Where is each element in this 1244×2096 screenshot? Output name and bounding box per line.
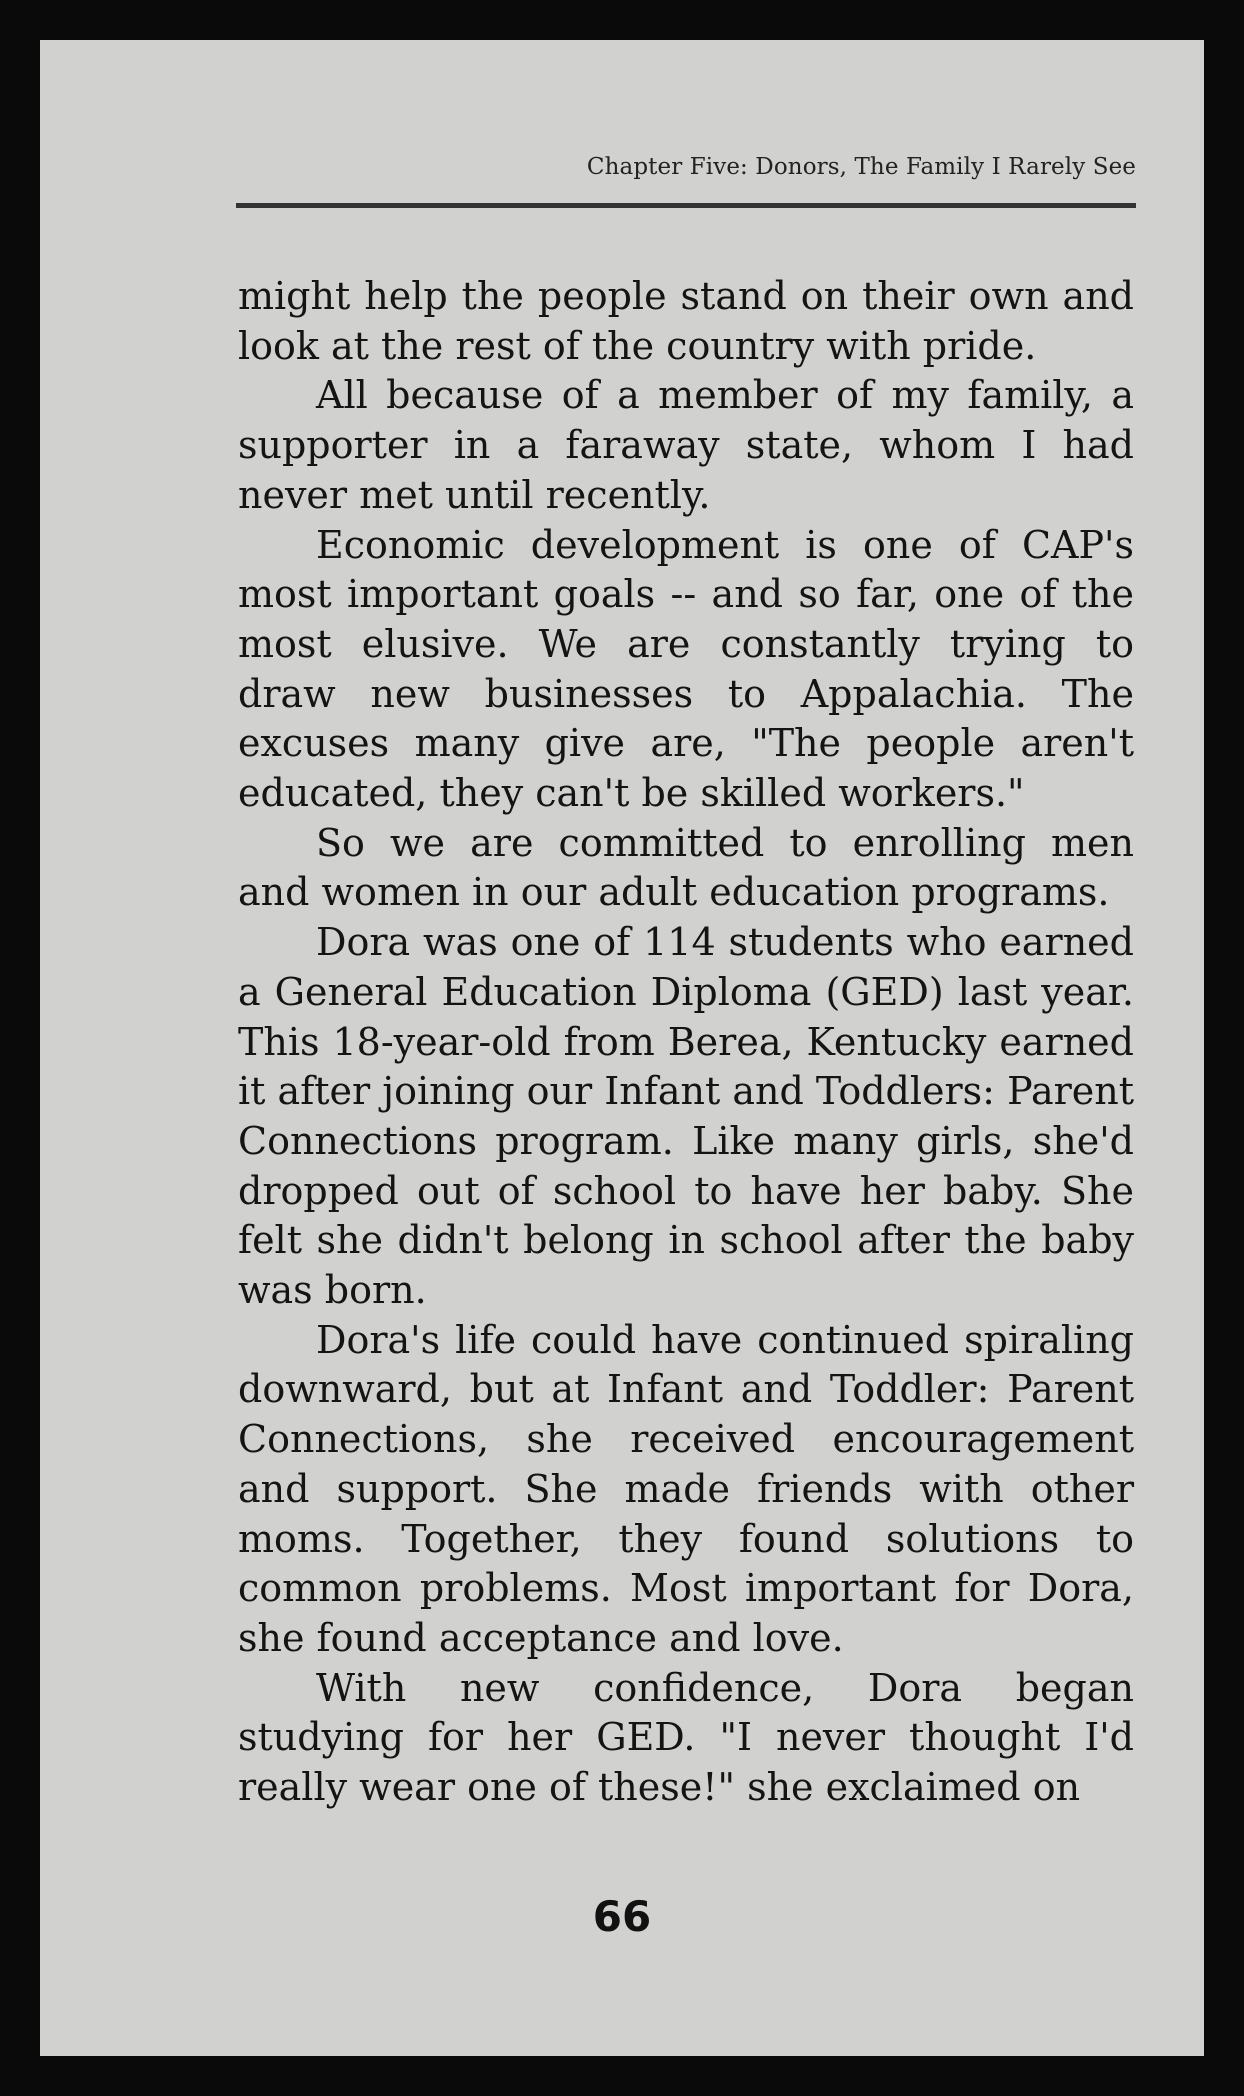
chapter-title: Chapter Five: Donors, The Family I Rarely See (586, 154, 1136, 180)
paragraph: Dora was one of 114 students who earned a General Education Diploma (GED) last year. This 18-year-old from Berea, Kentucky earned it after joining our Infant and Toddlers: Parent Connections program. Like many girls, she'd dropped out of school to have her baby. She felt she didn't belong in school after the baby was born. (238, 920, 1134, 1313)
paragraph: With new confidence, Dora began studying for her GED. "I never thought I'd really wear one of these!" she exclaimed on (238, 1665, 1134, 1810)
page-number: 66 (592, 1892, 652, 1941)
paragraph: Economic development is one of CAP's most important goals -- and so far, one of the most elusive. We are constantly trying to draw new businesses to Appalachia. The excuses many give are, "The people aren't educated, they can't be skilled workers." (238, 522, 1134, 816)
book-page (40, 40, 1204, 2056)
body-text (238, 272, 1134, 1813)
paragraph: So we are committed to enrolling men and women in our adult education programs. (238, 820, 1134, 915)
running-head (236, 132, 1136, 208)
paragraph: might help the people stand on their own and look at the rest of the country with pride. (238, 274, 1134, 368)
paragraph: All because of a member of my family, a supporter in a faraway state, whom I had never met until recently. (238, 373, 1134, 517)
paragraph: Dora's life could have continued spiraling downward, but at Infant and Toddler: Parent Connections, she received encouragement and support. She made friends with other moms. Together, they found solutions to common problems. Most important for Dora, she found acceptance and love. (238, 1317, 1134, 1660)
